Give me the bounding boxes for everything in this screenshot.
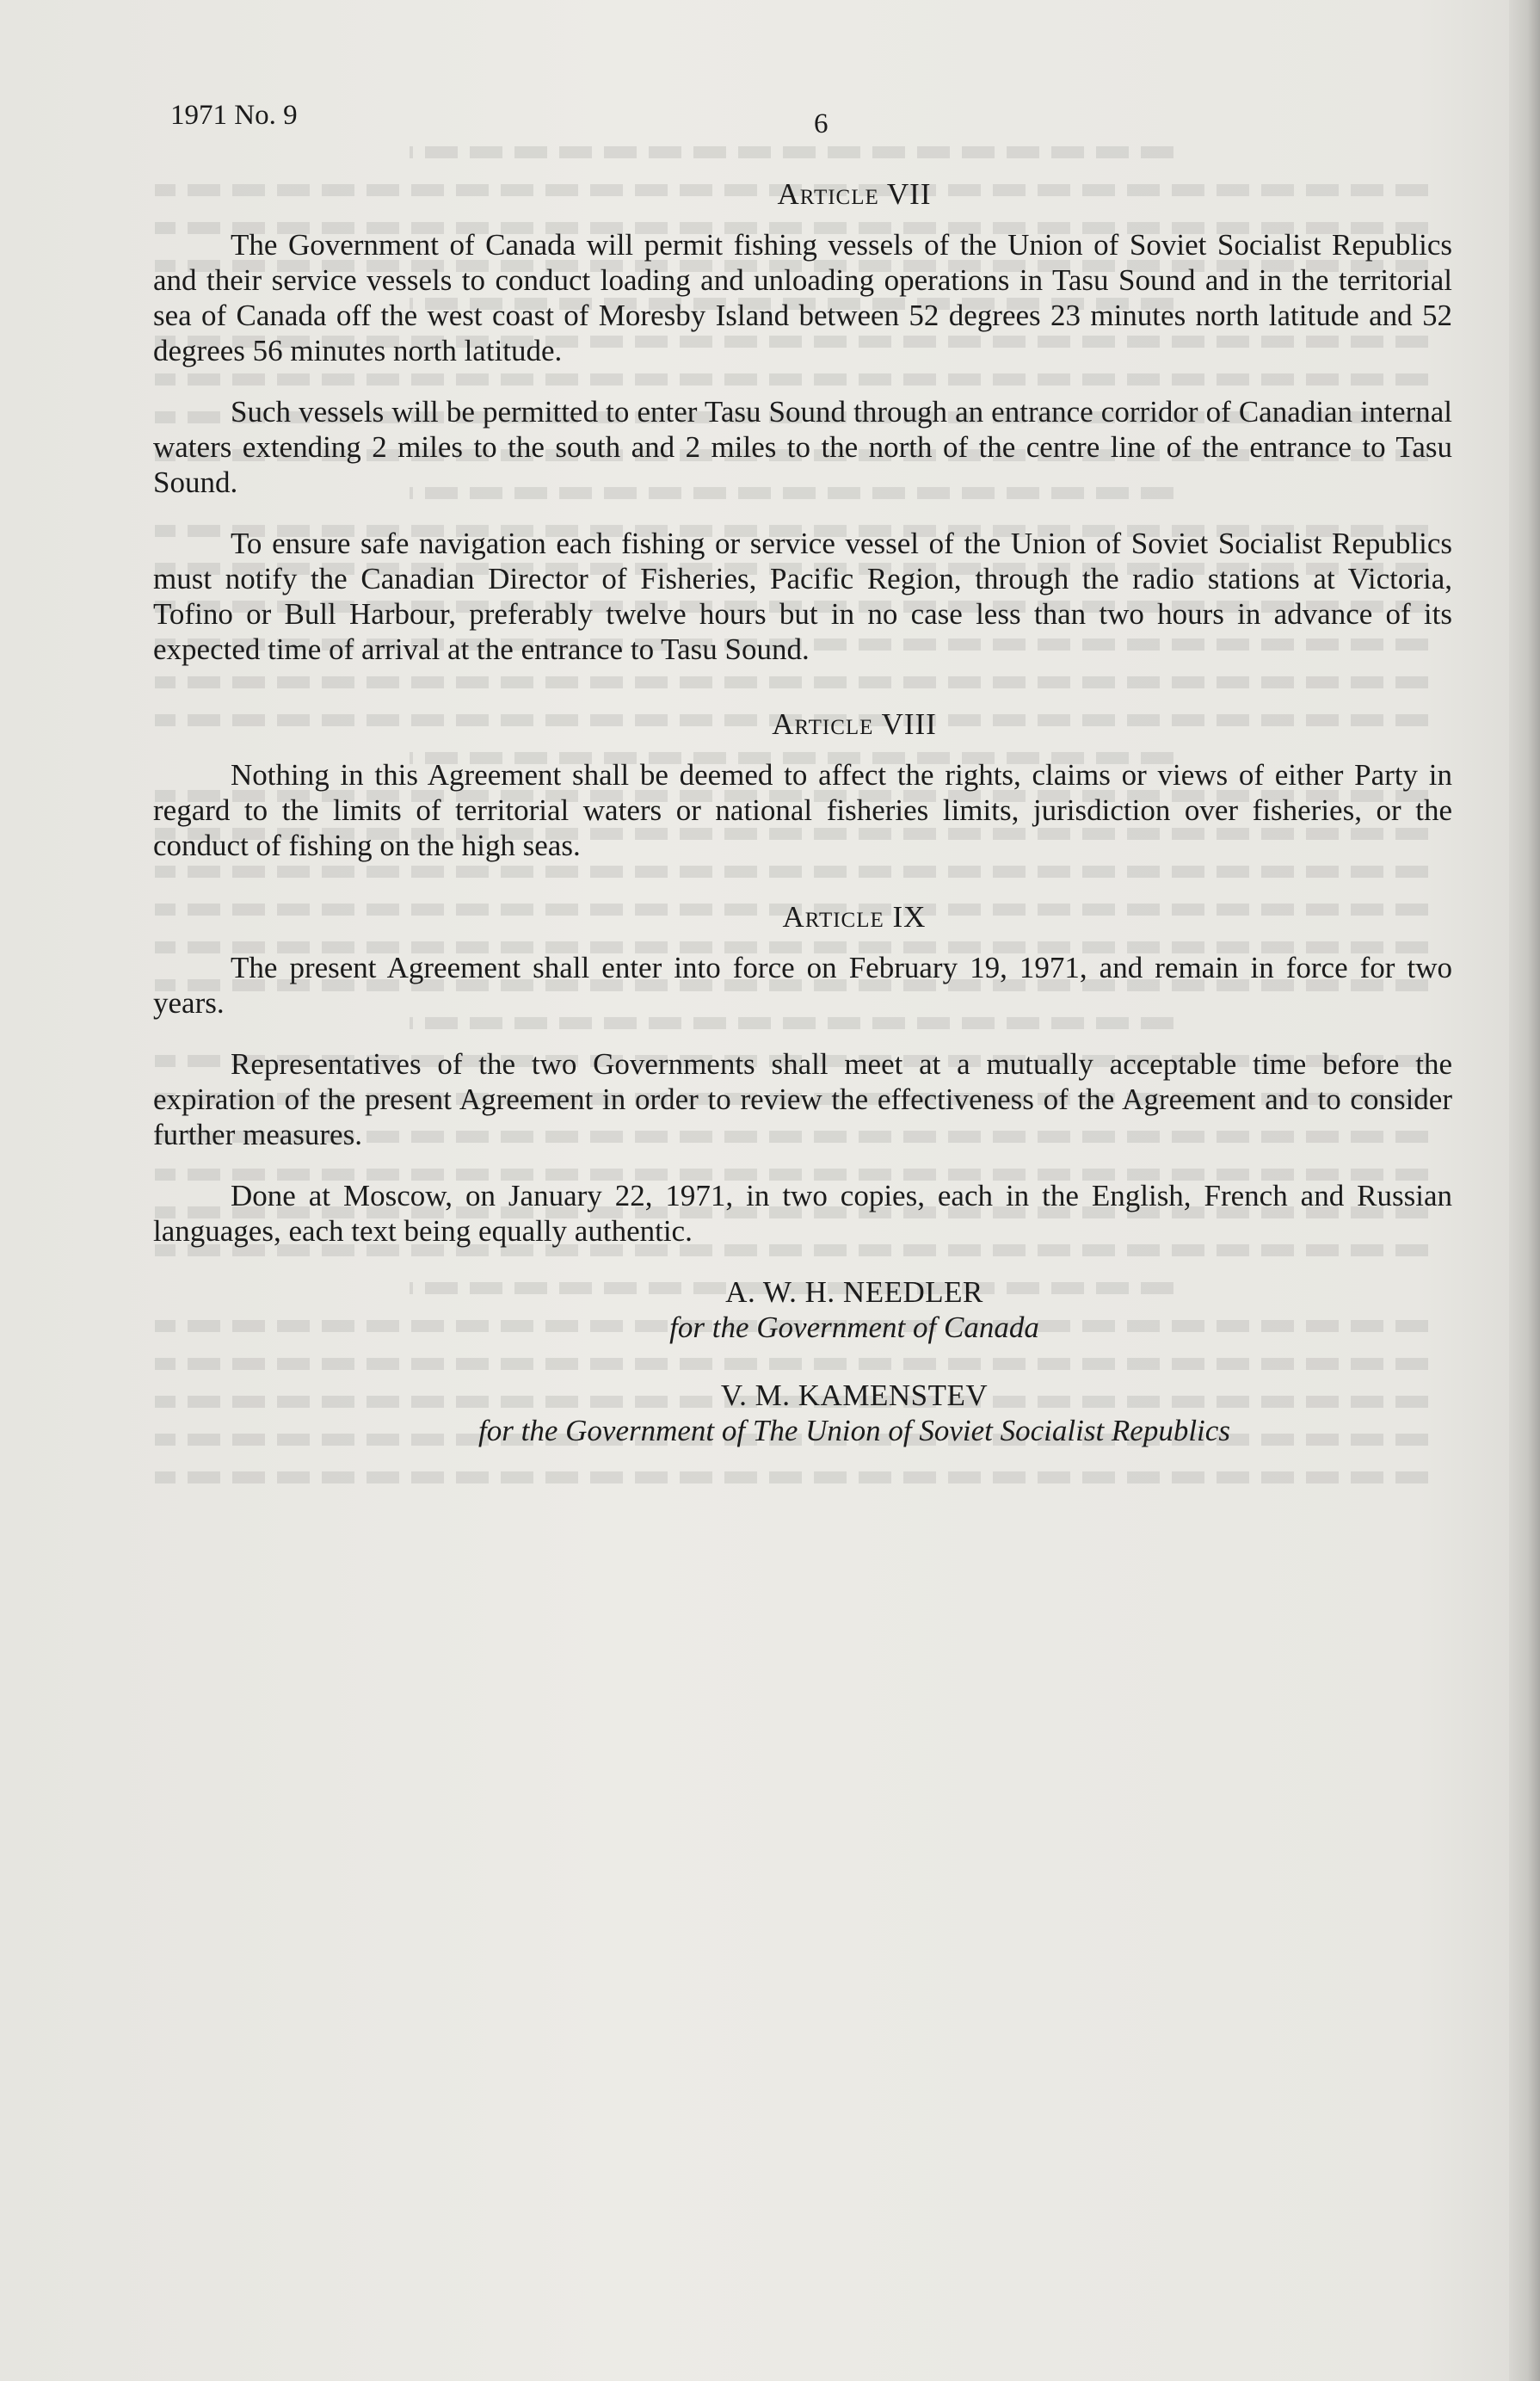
article-heading: Article VII <box>777 177 932 211</box>
signatory-name: A. W. H. NEEDLER <box>725 1275 983 1309</box>
paragraph: The Government of Canada will permit fishing vessels of the Union of Soviet Socialist Republics and their service vessels to conduct loading and unloading operations in Tasu Sound and in the territorial sea of Canada off the west coast of Moresby Island between 52 degrees 23 minutes north latitude and 52 degrees 56 minutes north latitude. <box>153 228 1452 367</box>
paragraph: Representatives of the two Governments shall meet at a mutually acceptable time before the expiration of the present Agreement in order to review the effectiveness of the Agreement and to consider further measures. <box>153 1047 1452 1151</box>
article-section <box>153 706 1452 863</box>
paragraph: To ensure safe navigation each fishing or service vessel of the Union of Soviet Socialist Republics must notify the Canadian Director of Fisheries, Pacific Region, through the radio stations at Victoria, Tofino or Bull Harbour, preferably twelve hours but in no case less than two hours in advance of its expected time of arrival at the entrance to Tasu Sound. <box>153 527 1452 666</box>
signature-block-ussr <box>153 1378 1452 1448</box>
article-heading: Article VIII <box>772 707 937 741</box>
signatory-capacity: for the Government of Canada <box>669 1311 1039 1344</box>
treaty-series-number: 1971 No. 9 <box>170 100 298 131</box>
paragraph: The present Agreement shall enter into force on February 19, 1971, and remain in force for two years. <box>153 951 1452 1020</box>
article-section <box>153 899 1452 1249</box>
page-number: 6 <box>814 108 829 139</box>
book-spine-edge <box>1509 0 1540 2381</box>
signature-block-canada <box>153 1274 1452 1345</box>
paragraph: Nothing in this Agreement shall be deemed to affect the rights, claims or views of either Party in regard to the limits of territorial waters or national fisheries limits, jurisdiction over fisheries, or the conduct of fishing on the high seas. <box>153 758 1452 862</box>
paragraph: Such vessels will be permitted to enter Tasu Sound through an entrance corridor of Canadian internal waters extending 2 miles to the south and 2 miles to the north of the centre line of the entrance to Tasu Sound. <box>153 395 1452 499</box>
article-section <box>153 176 1452 667</box>
document-body <box>153 176 1452 1481</box>
signatory-name: V. M. KAMENSTEV <box>720 1379 989 1412</box>
page-header <box>170 100 1435 143</box>
article-heading: Article IX <box>782 900 927 934</box>
signatory-capacity: for the Government of The Union of Soviet Socialist Republics <box>478 1414 1230 1447</box>
paragraph: Done at Moscow, on January 22, 1971, in two copies, each in the English, French and Russian languages, each text being equally authentic. <box>153 1179 1452 1248</box>
